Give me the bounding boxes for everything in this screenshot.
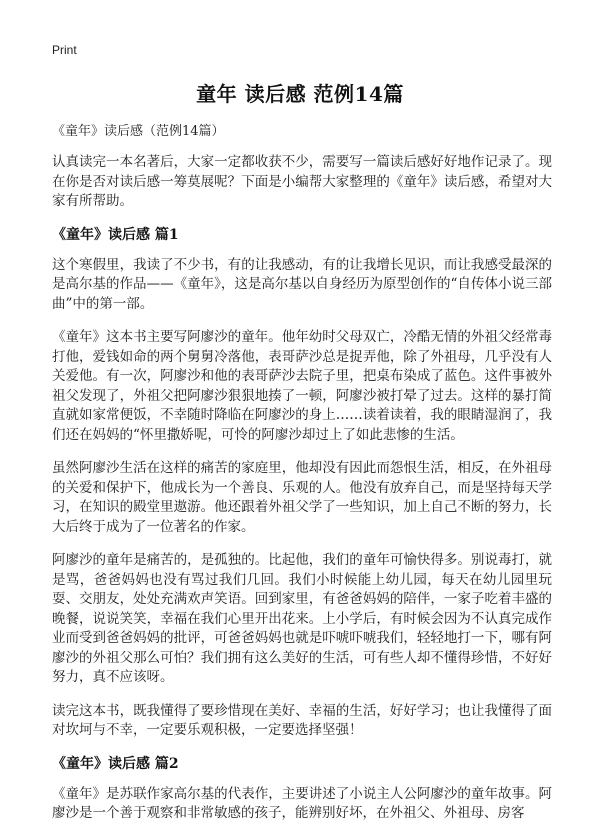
page-title: 童年 读后感 范例14篇 bbox=[196, 82, 404, 106]
article-subtitle: 《童年》读后感（范例14篇） bbox=[52, 124, 225, 139]
print-link[interactable]: Print bbox=[52, 43, 77, 57]
intro-paragraph: 认真读完一本名著后，大家一定都收获不少，需要写一篇读后感好好地作记录了。现在你是否对读后感一筹莫展呢？下面是小编帮大家整理的《童年》读后感，希望对大家有所帮助。 bbox=[52, 154, 552, 209]
section-1-paragraph-1: 这个寒假里，我读了不少书，有的让我感动，有的让我增长见识，而让我感受最深的是高尔基的作品——《童年》，这是高尔基以自身经历为原型创作的“自传体小说三部曲”中的第一部。 bbox=[52, 256, 552, 312]
section-heading-1: 《童年》读后感 篇1 bbox=[52, 226, 179, 243]
section-2-paragraph-1: 《童年》是苏联作家高尔基的代表作，主要讲述了小说主人公阿廖沙的童年故事。阿廖沙是一个善于观察和非常敏感的孩子，能辨别好坏，在外祖父、外祖母、房客 bbox=[52, 785, 552, 821]
section-1-paragraph-2: 《童年》这本书主要写阿廖沙的童年。他年幼时父母双亡，冷酷无情的外祖父经常毒打他，爱钱如命的两个舅舅冷落他，表哥萨沙总是捉弄他，除了外祖母，几乎没有人关爱他。有一次，阿廖沙和他的表哥萨沙去院子里，把桌布染成了蓝色。这件事被外祖父发现了，外祖父把阿廖沙狠狠地揍了一顿，阿廖沙被打晕了过去。这样的暴打简直就如家常便饭，不幸随时降临在阿廖沙的身上……读着读着，我的眼睛湿润了，我们还在妈妈的“怀里撒娇呢，可怜的阿廖沙却过上了如此悲惨的生活。 bbox=[52, 329, 552, 443]
section-1-paragraph-3: 虽然阿廖沙生活在这样的痛苦的家庭里，他却没有因此而怨恨生活，相反，在外祖母的关爱和保护下，他成长为一个善良、乐观的人。他没有放弃自己，而是坚持每天学习，在知识的殿堂里遨游。他还跟着外祖父学了一些知识，加上自己不断的努力，长大后终于成为了一位著名的作家。 bbox=[52, 460, 552, 535]
article-body bbox=[52, 120, 552, 838]
section-heading-2: 《童年》读后感 篇2 bbox=[52, 755, 179, 772]
section-1-paragraph-4: 阿廖沙的童年是痛苦的，是孤独的。比起他，我们的童年可愉快得多。别说毒打，就是骂，爸爸妈妈也没有骂过我们几回。我们小时候能上幼儿园，每天在幼儿园里玩耍、交朋友，处处充满欢声笑语。回到家里，有爸爸妈妈的陪伴，一家子吃着丰盛的晚餐，说说笑笑，幸福在我们心里开出花来。上小学后，有时候会因为不认真完成作业而受到爸爸妈妈的批评，可爸爸妈妈也就是吓唬吓唬我们，轻轻地打一下，哪有阿廖沙的外祖父那么可怕？我们拥有这么美好的生活，可有些人却不懂得珍惜，不好好努力，真不应该呀。 bbox=[52, 552, 552, 685]
section-1-paragraph-5: 读完这本书，既我懂得了要珍惜现在美好、幸福的生活，好好学习；也让我懂得了面对坎坷与不幸，一定要乐观积极，一定要选择坚强！ bbox=[52, 702, 552, 738]
